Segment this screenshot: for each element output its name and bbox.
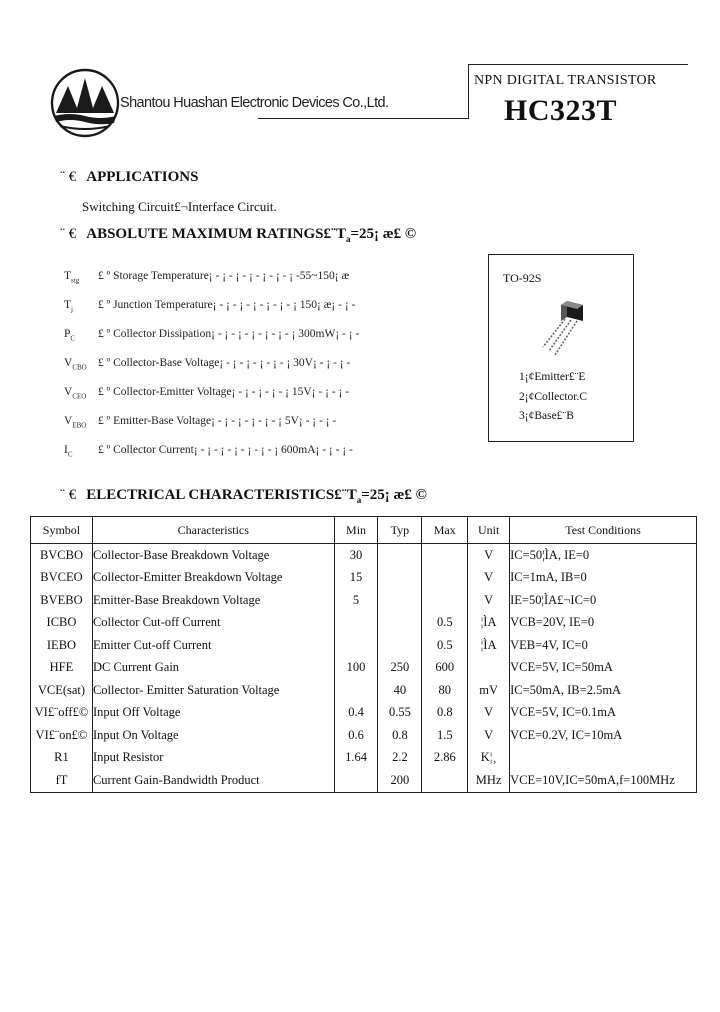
table-row (31, 702, 697, 725)
header-test-conditions: Test Conditions (510, 517, 697, 544)
table-row (31, 724, 697, 747)
table-header-row (31, 517, 697, 544)
electrical-heading (60, 487, 427, 505)
cell-unit: ¦ÌA (468, 612, 510, 635)
cell-symbol: R1 (31, 747, 93, 770)
rating-tstg (64, 270, 349, 284)
header-rule-top (468, 64, 688, 65)
table-row (31, 589, 697, 612)
cell-unit: V (468, 544, 510, 567)
rating-text: £ º Collector-Emitter Voltage¡ - ¡ - ¡ - ¡ - ¡ 15V¡ - ¡ - ¡ - (98, 386, 350, 398)
cell-condition: VCE=5V, IC=0.1mA (510, 702, 697, 725)
pin-2: 2¡¢Collector.C (519, 391, 588, 403)
cell-max (422, 544, 468, 567)
rating-subscript: C (67, 450, 73, 459)
applications-text: Switching Circuit£¬Interface Circuit. (82, 199, 277, 214)
company-logo-icon (50, 68, 120, 138)
header-unit: Unit (468, 517, 510, 544)
cell-characteristic: Emitter-Base Breakdown Voltage (92, 589, 334, 612)
cell-symbol: VI£¨off£© (31, 702, 93, 725)
cell-max: 80 (422, 679, 468, 702)
table-row (31, 634, 697, 657)
cell-min (334, 612, 378, 635)
cell-min: 5 (334, 589, 378, 612)
cell-min (334, 634, 378, 657)
cell-unit: V (468, 589, 510, 612)
cell-typ: 2.2 (378, 747, 422, 770)
cell-symbol: VI£¨on£© (31, 724, 93, 747)
cell-max (422, 567, 468, 590)
pin-1: 1¡¢Emitter£¨E (519, 371, 586, 383)
ratings-heading (60, 226, 416, 244)
cell-max: 0.8 (422, 702, 468, 725)
cell-unit: K¦¸ (468, 747, 510, 770)
cell-min: 0.6 (334, 724, 378, 747)
cell-typ: 0.55 (378, 702, 422, 725)
cell-min: 100 (334, 657, 378, 680)
bullet-mark: ¨ € (60, 169, 77, 185)
electrical-characteristics-table (30, 516, 697, 793)
cell-characteristic: Input Resistor (92, 747, 334, 770)
cell-condition: VCB=20V, IE=0 (510, 612, 697, 635)
cell-condition: IC=1mA, IB=0 (510, 567, 697, 590)
cell-unit: V (468, 702, 510, 725)
cell-unit: ¦ÌA (468, 634, 510, 657)
rating-text: £ º Collector Current¡ - ¡ - ¡ - ¡ - ¡ - ¡ - ¡ 600mA¡ - ¡ - ¡ - (98, 444, 353, 456)
table-row (31, 657, 697, 680)
ratings-title: ABSOLUTE MAXIMUM RATINGS£¨T (86, 226, 346, 242)
rating-symbol: V (64, 357, 73, 369)
header-typ: Typ (378, 517, 422, 544)
transistor-package-icon (535, 295, 595, 357)
table-row (31, 567, 697, 590)
cell-min (334, 679, 378, 702)
ratings-title-sub: a (346, 234, 351, 244)
cell-typ (378, 634, 422, 657)
cell-characteristic: Current Gain-Bandwidth Product (92, 769, 334, 792)
cell-characteristic: Input On Voltage (92, 724, 334, 747)
rating-vceo (64, 386, 349, 400)
cell-condition: VEB=4V, IC=0 (510, 634, 697, 657)
rating-text: £ º Junction Temperature¡ - ¡ - ¡ - ¡ - ¡ - ¡ - ¡ 150¡ æ¡ - ¡ - (98, 299, 356, 311)
cell-min: 30 (334, 544, 378, 567)
cell-symbol: BVCEO (31, 567, 93, 590)
cell-max: 2.86 (422, 747, 468, 770)
cell-characteristic: Input Off Voltage (92, 702, 334, 725)
electrical-title-end: =25¡ æ£ © (361, 487, 427, 503)
cell-max (422, 589, 468, 612)
rating-subscript: CEO (72, 392, 87, 401)
cell-max: 1.5 (422, 724, 468, 747)
rating-ic (64, 444, 353, 458)
package-title: TO-92S (503, 271, 542, 285)
rating-tj (64, 299, 355, 313)
cell-characteristic: Collector- Emitter Saturation Voltage (92, 679, 334, 702)
cell-condition: IC=50mA, IB=2.5mA (510, 679, 697, 702)
cell-max (422, 769, 468, 792)
rating-subscript: j (71, 305, 73, 314)
electrical-title-sub: a (356, 495, 362, 505)
cell-max: 600 (422, 657, 468, 680)
rating-pc (64, 328, 359, 342)
bullet-mark: ¨ € (60, 487, 77, 503)
header-rule-vertical (468, 64, 469, 119)
cell-characteristic: Emitter Cut-off Current (92, 634, 334, 657)
table-row (31, 679, 697, 702)
cell-characteristic: Collector Cut-off Current (92, 612, 334, 635)
cell-characteristic: Collector-Emitter Breakdown Voltage (92, 567, 334, 590)
rating-vebo (64, 415, 336, 429)
cell-typ (378, 589, 422, 612)
cell-characteristic: Collector-Base Breakdown Voltage (92, 544, 334, 567)
cell-typ: 40 (378, 679, 422, 702)
table-row (31, 544, 697, 567)
bullet-mark: ¨ € (60, 226, 77, 242)
cell-unit: MHz (468, 769, 510, 792)
rating-symbol: T (64, 299, 72, 311)
applications-heading (60, 169, 199, 186)
cell-symbol: ICBO (31, 612, 93, 635)
cell-condition: VCE=5V, IC=50mA (510, 657, 697, 680)
cell-condition: IE=50¦ÌA£¬IC=0 (510, 589, 697, 612)
part-number: HC323T (504, 94, 618, 127)
cell-symbol: BVEBO (31, 589, 93, 612)
rating-symbol: P (64, 328, 71, 340)
cell-typ (378, 544, 422, 567)
package-box (488, 254, 634, 442)
table-row (31, 612, 697, 635)
rating-symbol: T (64, 270, 72, 282)
cell-min: 1.64 (334, 747, 378, 770)
rating-text: £ º Collector-Base Voltage¡ - ¡ - ¡ - ¡ - ¡ - ¡ 30V¡ - ¡ - ¡ - (98, 357, 351, 369)
cell-typ (378, 567, 422, 590)
cell-condition (510, 747, 697, 770)
cell-min (334, 769, 378, 792)
pin-3: 3¡¢Base£¨B (519, 410, 574, 422)
device-type: NPN DIGITAL TRANSISTOR (474, 73, 657, 88)
cell-max: 0.5 (422, 634, 468, 657)
rating-text: £ º Emitter-Base Voltage¡ - ¡ - ¡ - ¡ - ¡ - ¡ 5V¡ - ¡ - ¡ - (98, 415, 337, 427)
cell-unit: V (468, 724, 510, 747)
cell-typ: 250 (378, 657, 422, 680)
rating-text: £ º Storage Temperature¡ - ¡ - ¡ - ¡ - ¡ - ¡ - ¡ -55~150¡ æ (98, 270, 350, 282)
rating-vcbo (64, 357, 350, 371)
cell-unit: V (468, 567, 510, 590)
cell-min: 15 (334, 567, 378, 590)
cell-characteristic: DC Current Gain (92, 657, 334, 680)
electrical-title: ELECTRICAL CHARACTERISTICS£¨T (86, 487, 357, 503)
header-characteristics: Characteristics (92, 517, 334, 544)
rating-subscript: EBO (72, 421, 87, 430)
applications-title: APPLICATIONS (86, 169, 199, 185)
table-row (31, 769, 697, 792)
rating-symbol: V (64, 386, 73, 398)
cell-symbol: HFE (31, 657, 93, 680)
rating-subscript: C (70, 334, 76, 343)
header-symbol: Symbol (31, 517, 93, 544)
cell-unit: mV (468, 679, 510, 702)
cell-typ: 200 (378, 769, 422, 792)
rating-subscript: CBO (72, 363, 87, 372)
cell-symbol: IEBO (31, 634, 93, 657)
cell-typ (378, 612, 422, 635)
cell-typ: 0.8 (378, 724, 422, 747)
header-rule-bottom (258, 118, 468, 119)
company-name: Shantou Huashan Electronic Devices Co.,Ltd. (120, 95, 389, 111)
cell-unit (468, 657, 510, 680)
header-max: Max (422, 517, 468, 544)
rating-symbol: V (64, 415, 73, 427)
ratings-title-end: =25¡ æ£ © (350, 226, 417, 242)
rating-subscript: stg (71, 276, 80, 285)
header-min: Min (334, 517, 378, 544)
cell-max: 0.5 (422, 612, 468, 635)
cell-symbol: BVCBO (31, 544, 93, 567)
rating-symbol: I (64, 444, 68, 456)
cell-condition: VCE=0.2V, IC=10mA (510, 724, 697, 747)
table-row (31, 747, 697, 770)
rating-text: £ º Collector Dissipation¡ - ¡ - ¡ - ¡ - ¡ - ¡ - ¡ 300mW¡ - ¡ - (98, 328, 360, 340)
cell-min: 0.4 (334, 702, 378, 725)
cell-symbol: VCE(sat) (31, 679, 93, 702)
cell-condition: VCE=10V,IC=50mA,f=100MHz (510, 769, 697, 792)
cell-symbol: fT (31, 769, 93, 792)
cell-condition: IC=50¦ÌA, IE=0 (510, 544, 697, 567)
